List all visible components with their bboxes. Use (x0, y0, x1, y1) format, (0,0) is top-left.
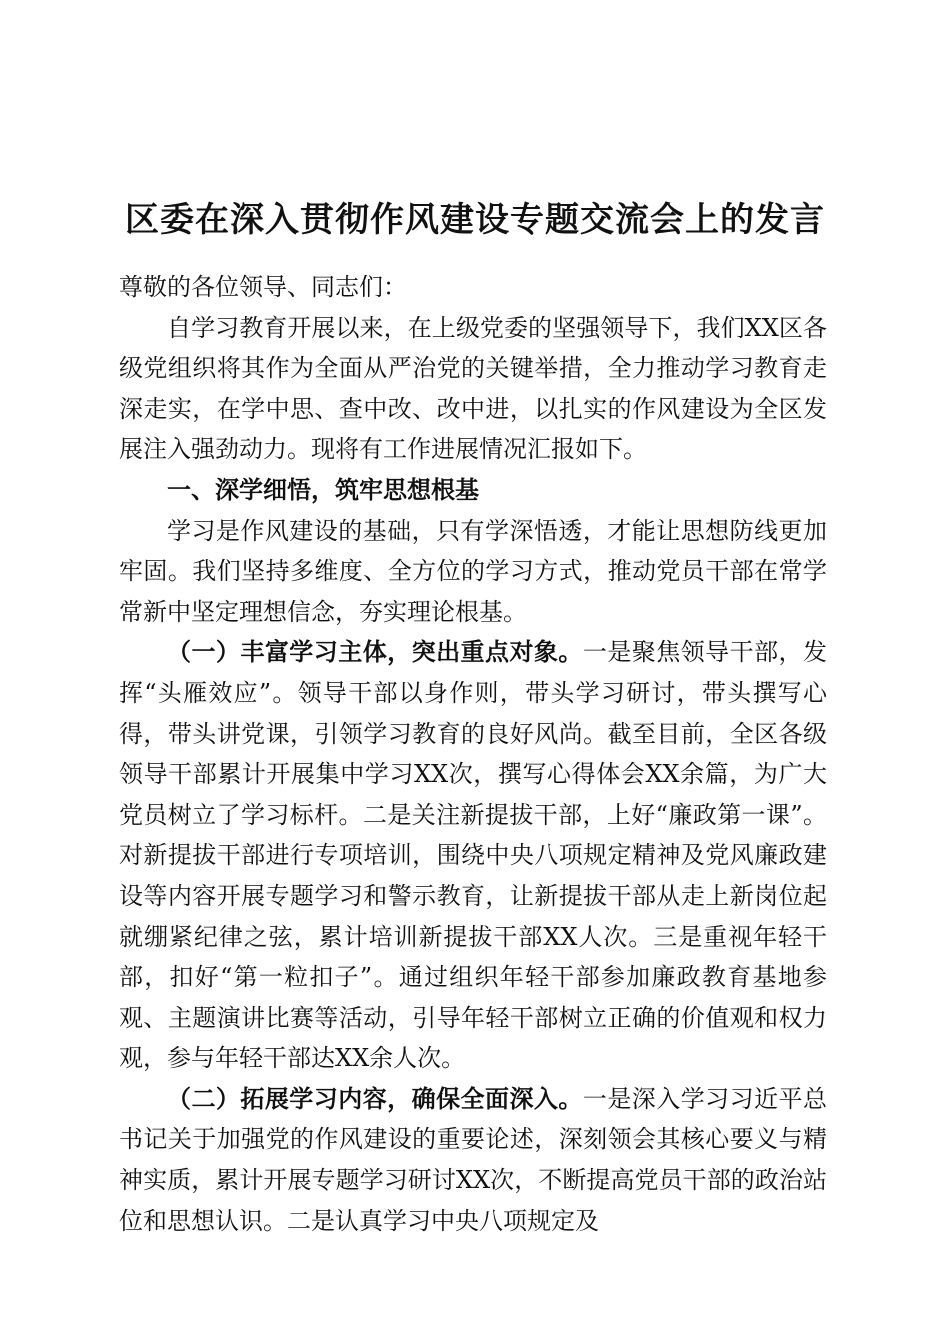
subsection-heading-2: （二）拓展学习内容，确保全面深入。 (167, 1084, 583, 1113)
subsection-text-1: 一是聚焦领导干部，发挥“头雁效应”。领导干部以身作则，带头学习研讨，带头撰写心得，带头讲党课，引领学习教育的良好风尚。截至目前，全区各级领导干部累计开展集中学习XX次，撰写心得体会XX余篇，为广大党员树立了学习标杆。二是关注新提拔干部，上好“廉政第一课”。对新提拔干部进行专项培训，围绕中央八项规定精神及党风廉政建设等内容开展专题学习和警示教育，让新提拔干部从走上新岗位起就绷紧纪律之弦，累计培训新提拔干部XX人次。三是重视年轻干部，扣好“第一粒扣子”。通过组织年轻干部参加廉政教育基地参观、主题演讲比赛等活动，引导年轻干部树立正确的价值观和权力观，参与年轻干部达XX余人次。 (119, 638, 828, 1073)
subsection-heading-1: （一）丰富学习主体，突出重点对象。 (167, 638, 583, 667)
page-title: 区委在深入贯彻作风建设专题交流会上的发言 (125, 200, 825, 240)
document-body (119, 267, 827, 1241)
section-heading: 一、深学细悟，筑牢思想根基 (167, 475, 479, 504)
subsection-text-2: 一是深入学习习近平总书记关于加强党的作风建设的重要论述，深刻领会其核心要义与精神实质，累计开展专题学习研讨XX次，不断提高党员干部的政治站位和思想认识。二是认真学习中央八项规定及 (119, 1084, 828, 1235)
subsection-paragraph-1 (119, 632, 827, 1079)
intro-paragraph: 自学习教育开展以来，在上级党委的坚强领导下，我们XX区各级党组织将其作为全面从严治党的关键举措，全力推动学习教育走深走实，在学中思、查中改、改中进，以扎实的作风建设为全区发展注入强劲动力。现将有工作进展情况汇报如下。 (119, 313, 827, 464)
subsection-paragraph-2 (119, 1079, 827, 1241)
salutation: 尊敬的各位领导、同志们： (119, 273, 407, 301)
section-paragraph: 学习是作风建设的基础，只有学深悟透，才能让思想防线更加牢固。我们坚持多维度、全方位的学习方式，推动党员干部在常学常新中坚定理想信念，夯实理论根基。 (119, 516, 827, 626)
